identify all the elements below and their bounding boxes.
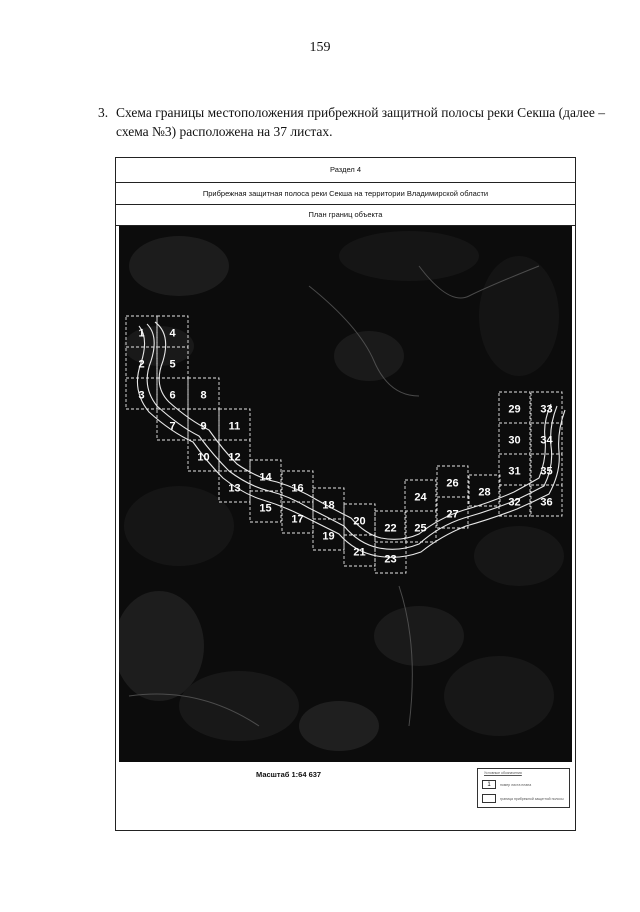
sheet-label-2: 2	[138, 358, 145, 371]
paragraph-line-2: схема №3) расположена на 37 листах.	[116, 124, 333, 139]
sheet-label-14: 14	[259, 471, 272, 484]
sheet-label-26: 26	[446, 477, 459, 490]
plan-title: План границ объекта	[116, 205, 575, 226]
sheet-label-28: 28	[478, 486, 491, 499]
sheet-label-15: 15	[259, 502, 272, 515]
sheet-label-21: 21	[353, 546, 366, 559]
sheet-label-3: 3	[138, 389, 145, 402]
sheet-label-27: 27	[446, 508, 459, 521]
legend-title: Условные обозначения	[484, 771, 522, 775]
sheet-label-25: 25	[414, 522, 427, 535]
sheet-label-11: 11	[228, 420, 241, 433]
paragraph-line-1: Схема границы местоположения прибрежной защитной полосы реки Секша (далее –	[116, 105, 605, 120]
sheet-label-31: 31	[508, 465, 521, 478]
map-canvas	[119, 226, 572, 762]
sheet-label-10: 10	[197, 451, 210, 464]
page-number: 159	[309, 40, 331, 55]
legend-row-sheet	[482, 780, 567, 790]
sheet-label-35: 35	[540, 465, 553, 478]
sheet-label-13: 13	[228, 482, 241, 495]
sheet-label-5: 5	[169, 358, 176, 371]
sheet-label-17: 17	[291, 513, 304, 526]
sheet-label-4: 4	[169, 327, 176, 340]
sheet-label-18: 18	[322, 499, 335, 512]
sheet-label-1: 1	[138, 327, 145, 340]
sheet-label-6: 6	[169, 389, 176, 402]
sheet-label-22: 22	[384, 522, 397, 535]
legend-boundary-symbol	[482, 794, 496, 803]
object-subtitle: Прибрежная защитная полоса реки Секша на территории Владимирской области	[116, 183, 575, 205]
legend	[477, 768, 570, 808]
sheet-label-29: 29	[508, 403, 521, 416]
sheet-label-30: 30	[508, 434, 521, 447]
section-header: Раздел 4	[116, 158, 575, 183]
map-scale: Масштаб 1:64 637	[256, 770, 322, 779]
paragraph-number: 3.	[98, 105, 109, 120]
map-footer	[116, 762, 575, 830]
scheme-frame	[115, 157, 576, 831]
sheet-label-24: 24	[414, 491, 427, 504]
sheet-label-8: 8	[200, 389, 207, 402]
sheet-label-33: 33	[540, 403, 553, 416]
sheet-label-20: 20	[353, 515, 366, 528]
sheet-label-9: 9	[200, 420, 207, 433]
sheet-label-34: 34	[540, 434, 553, 447]
legend-boundary-text: граница прибрежной защитной полосы	[500, 797, 564, 801]
legend-sheet-symbol: 1	[482, 780, 496, 789]
sheet-label-7: 7	[169, 420, 176, 433]
sheet-label-23: 23	[384, 553, 397, 566]
sheet-label-19: 19	[322, 530, 335, 543]
legend-sheet-text: номер листа плана	[500, 783, 532, 787]
legend-row-boundary	[482, 794, 567, 804]
sheet-label-32: 32	[508, 496, 521, 509]
sheet-label-36: 36	[540, 496, 553, 509]
sheet-label-12: 12	[228, 451, 241, 464]
sheet-label-16: 16	[291, 482, 304, 495]
satellite-map	[119, 226, 572, 762]
